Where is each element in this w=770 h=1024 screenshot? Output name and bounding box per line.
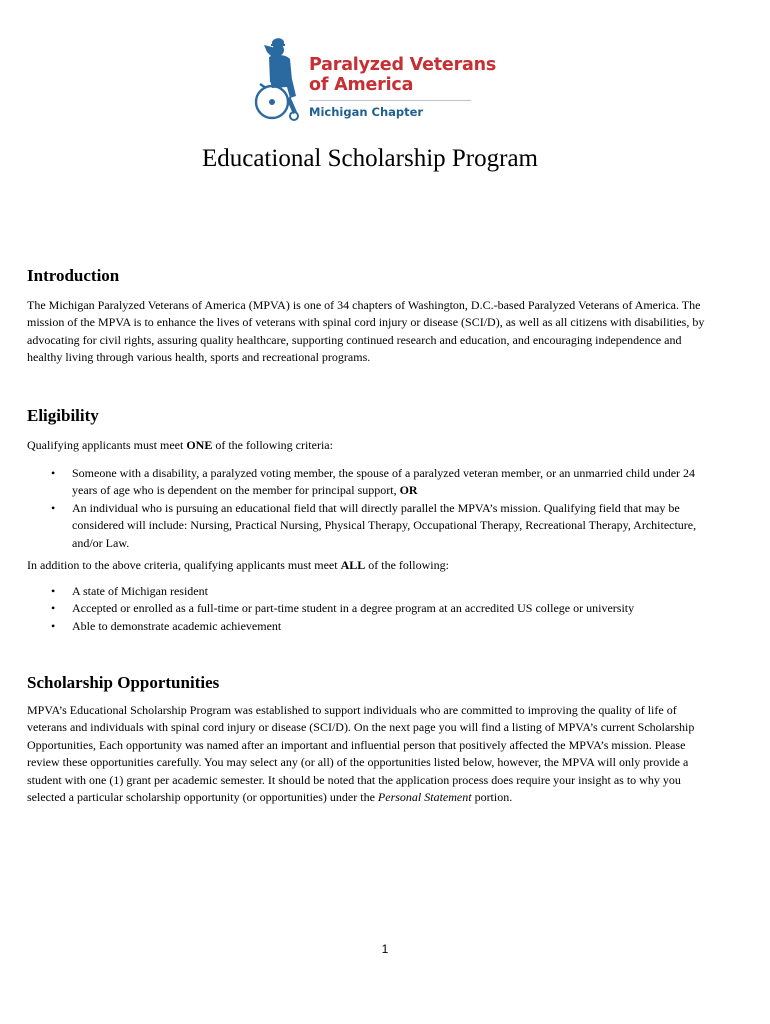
scholarship-paragraph [27, 702, 717, 806]
saluting-veteran-wheelchair-emblem [252, 36, 302, 122]
eligibility-intro [27, 437, 717, 454]
additional-intro-text-1: In addition to the above criteria, qualifying applicants must meet [27, 558, 341, 572]
list-item [27, 600, 717, 617]
scholarship-text-1: MPVA’s Educational Scholarship Program was established to support individuals who are committed to improving the quality of life of veterans and individuals with spinal cord injury or disease (SCI/D). On the next page you will find a listing of MPVA’s current Scholarship Opportunities, Each opportunity was named after an important and influential person that positively affected the MPVA’s mission. Please review these opportunities carefully. You may select any (or all) of the opportunities listed below, however, the MPVA will only provide a student with one (1) grant per academic semester. It should be noted that the application process does require your insight as to why you selected a particular scholarship opportunity (or opportunities) under the [27, 703, 695, 805]
criteria-all-list [27, 583, 717, 635]
list-item [27, 465, 717, 500]
eligibility-intro-emphasis: ONE [186, 438, 213, 452]
logo-name-line-2: of America [309, 75, 414, 95]
bullet-icon: • [51, 618, 56, 633]
list-item [27, 500, 717, 552]
scholarship-text-2: portion. [471, 790, 513, 805]
criterion-text: Someone with a disability, a paralyzed voting member, the spouse of a paralyzed veteran member, or an unmarried child under 24 years of age who is dependent on the member for principal support, [72, 466, 696, 498]
scholarship-heading: Scholarship Opportunities [27, 673, 220, 692]
additional-criteria-intro [27, 557, 717, 574]
document-title: Educational Scholarship Program [201, 145, 539, 172]
logo-name-line-1: Paralyzed Veterans [309, 55, 497, 75]
list-item [27, 618, 717, 635]
eligibility-heading: Eligibility [27, 406, 99, 425]
eligibility-intro-text-1: Qualifying applicants must meet [27, 438, 187, 452]
bullet-icon: • [51, 500, 56, 515]
bullet-icon: • [51, 584, 56, 598]
criteria-one-list [27, 465, 717, 552]
eligibility-intro-text-2: of the following criteria: [212, 438, 333, 452]
criterion-text: A state of Michigan resident [72, 584, 208, 598]
list-item [27, 583, 717, 600]
logo-divider [309, 100, 471, 101]
criterion-text: Able to demonstrate academic achievement [72, 618, 282, 633]
introduction-paragraph: The Michigan Paralyzed Veterans of America (MPVA) is one of 34 chapters of Washington, D.C.-based Paralyzed Veterans of America. The mission of the MPVA is to enhance the lives of veterans with spinal cord injury or disease (SCI/D), as well as all citizens with disabilities, by advocating for civil rights, assuring quality healthcare, supporting continued research and education, and encouraging independence and healthy living through various health, sports and recreational programs. [27, 298, 705, 365]
criterion-text: An individual who is pursuing an educational field that will directly parallel the MPVA’s mission. Qualifying field that may be considered will include: Nursing, Practical Nursing, Physical Therapy, Occupational Therapy, Recreational Therapy, Architecture, and/or Law. [72, 500, 697, 550]
bullet-icon: • [51, 601, 56, 616]
additional-intro-text-2: of the following: [365, 558, 449, 572]
logo-chapter-name: Michigan Chapter [309, 105, 424, 119]
criterion-emphasis: OR [399, 483, 418, 498]
criterion-text: Accepted or enrolled as a full-time or part-time student in a degree program at an accredited US college or university [72, 601, 635, 616]
pva-logo [252, 36, 497, 126]
page-number: 1 [381, 942, 389, 956]
scholarship-emphasis: Personal Statement [377, 790, 472, 805]
introduction-heading: Introduction [27, 266, 120, 285]
additional-intro-emphasis: ALL [340, 558, 366, 572]
bullet-icon: • [51, 466, 56, 480]
